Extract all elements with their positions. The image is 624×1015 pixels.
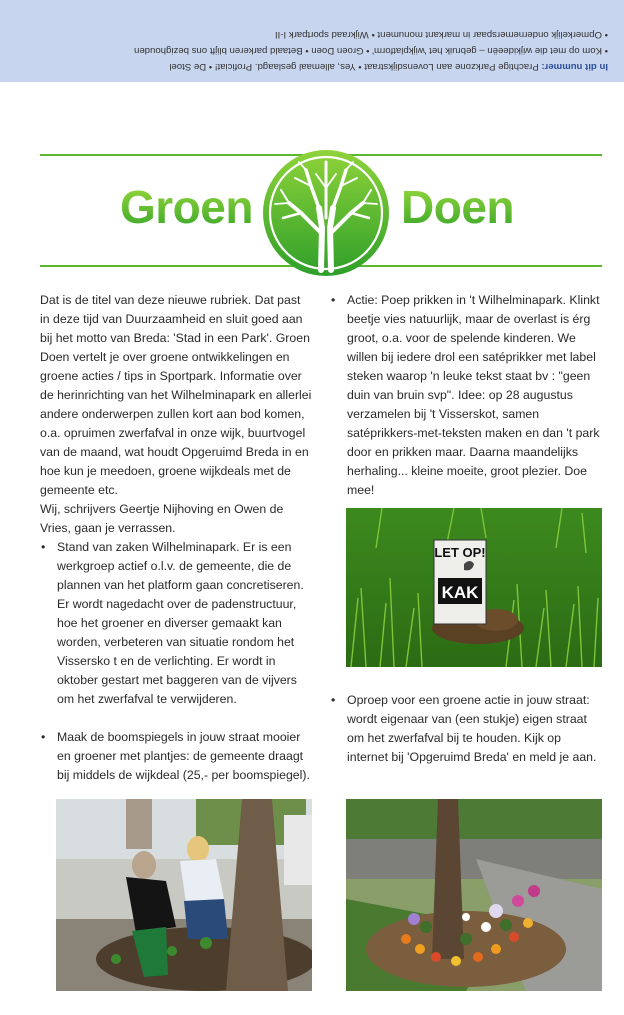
bullet-poep-prikken: • Actie: Poep prikken in 't Wilhelminapark. Klinkt beetje vies natuurlijk, maar de overlast is érg groot, o.a. voor de spelende kinderen. We willen bij iedere drol een satéprikker met label steken waarop 'n leuke tekst staat bv : "geen duin van bruin svp". Idee: op 28 augustus verzamelen bij 't Visserskot, samen satéprikkers-met-teksten maken en dan 't park door en prikken maar. Daarna maandelijks herhaling... kleine moeite, groot plezier. Doe mee! <box>330 291 600 500</box>
right-column-bottom <box>330 691 600 767</box>
sign-text-let-op: LET OP! <box>434 545 486 560</box>
writers-paragraph: Wij, schrijvers Geertje Nijhoving en Owen de Vries, gaan je verrassen. <box>40 502 284 535</box>
tree-emblem-icon <box>261 148 391 278</box>
bullet-wilhelminapark: • Stand van zaken Wilhelminapark. Er is een werkgroep actief o.l.v. de gemeente, die de plannen van het platform gaan concretiseren. Er wordt nagedacht over de padenstructuur, hoe het groener en diverser gemaakt kan worden, verbeteren van situatie rondom het Vissersko t en de verlichting. Er wordt in oktober gestart met baggeren van de vijvers om het zwerfafval te verwijderen. <box>40 538 312 709</box>
bullet-boomspiegels: • Maak de boomspiegels in jouw straat mooier en groener met plantjes: de gemeente draagt bij middels de wijkdeal (25,- per boomspiegel). <box>40 728 312 785</box>
header-line-3: • Opmerkelijk ondernemerspaar in markant monument • Wijkraad sportpark I-II <box>274 29 608 40</box>
photo-planting <box>56 799 312 991</box>
header-label: In dit nummer: <box>541 61 608 72</box>
sign-text-kak: KAK <box>441 583 479 602</box>
photo-grass-sign <box>346 508 602 667</box>
header-line-2: • Kom op met die wijkideeën – gebruik het 'wijkplatform' • Groen Doen • Betaald parkeren blijft ons bezighouden <box>134 45 608 56</box>
left-column <box>40 291 312 785</box>
header-line-1: In dit nummer: Prachtige Parkzone aan Lovensdijkstraat • Yes, allemaal geslaagd. Proficiat! • De Stoel <box>169 61 608 72</box>
header-strip-text <box>0 0 624 82</box>
header-strip <box>0 0 624 82</box>
bullet-groene-actie: • Oproep voor een groene actie in jouw straat: wordt eigenaar van (een stukje) eigen straat om het zwerfafval bij te houden. Kijk op internet bij 'Opgeruimd Breda' en meld je aan. <box>330 691 600 767</box>
spacer <box>40 709 312 728</box>
intro-paragraph: Dat is de titel van deze nieuwe rubriek. Dat past in deze tijd van Duurzaamheid en sluit goed aan bij het motto van Breda: 'Stad in een Park'. Groen Doen vertelt je over groene ontwikkelingen en groene acties / tips in Sportpark. Informatie over de herinrichting van het Wilhelminapark en allerlei andere onderwerpen zullen kort aan bod komen, o.a. opruimen zwerfafval in onze wijk, buurtvogel van de maand, wat houdt Opgeruimd Breda in en hoe kun je meedoen, groene wijkdeals met de gemeente etc. <box>40 293 312 497</box>
photo-tree-pit-flowers <box>346 799 602 991</box>
logo-word-left: Groen <box>120 181 253 233</box>
right-column-top <box>330 291 600 500</box>
logo-word-right: Doen <box>401 181 514 233</box>
